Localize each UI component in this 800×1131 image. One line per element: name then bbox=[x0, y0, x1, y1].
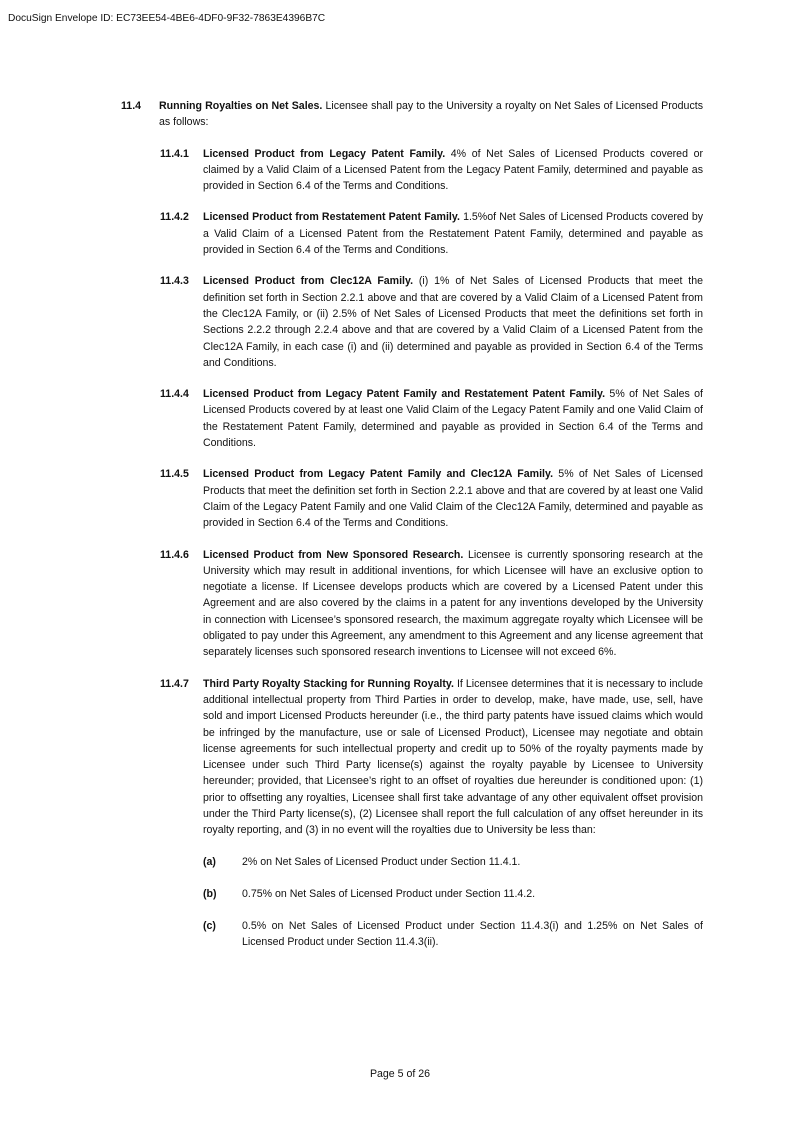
list-item-b bbox=[203, 886, 703, 902]
subsection-number: 11.4.7 bbox=[160, 677, 189, 690]
subsection-11-4-6 bbox=[160, 547, 703, 661]
subsection-text: 5% of Net Sales of Licensed Products that meet the definition set forth in Section 2.2.1 above and that are covered by at least one Valid Claim of the Legacy Patent Family and one Valid Claim of the Clec12A Family, determined and payable as provided in Section 6.4 of the Terms and Conditions. bbox=[203, 468, 703, 530]
list-item-c bbox=[203, 918, 703, 951]
list-item-text: 0.75% on Net Sales of Licensed Product under Section 11.4.2. bbox=[242, 887, 536, 900]
docusign-envelope-id: DocuSign Envelope ID: EC73EE54-4BE6-4DF0-9F32-7863E4396B7C bbox=[8, 13, 326, 24]
page-number: Page 5 of 26 bbox=[369, 1068, 431, 1080]
subsection-heading: Third Party Royalty Stacking for Running Royalty. bbox=[203, 677, 454, 690]
subsection-11-4-3 bbox=[160, 273, 703, 371]
subsection-text: If Licensee determines that it is necessary to include additional intellectual property from Third Parties in order to develop, make, have made, use, sell, have sold and import Licensed Products hereunder (i.e., the third party patents have issued claims which would be infringed by the manufacture, use or sale of Licensed Product), Licensee may negotiate and obtain license agreements for such intellectual property and credit up to 50% of the royalty payments made by Licensee under such Third Party license(s) against the royalty payable by Licensee to University hereunder; provided, that Licensee’s right to an offset of royalties due hereunder is conditioned upon: (1) prior to offsetting any royalties, Licensee shall first take advantage of any other equivalent offset provision under the Third Party license(s), (2) Licensee shall report the full calculation of any offset hereunder in its royalty reporting, and (3) in no event will the royalties due to University be less than: bbox=[203, 677, 703, 837]
list-item-label: (a) bbox=[203, 855, 216, 868]
subsection-text: 5% of Net Sales of Licensed Products covered by at least one Valid Claim of the Legacy Patent Family and one Valid Claim of the Restatement Patent Family, determined and payable as provided in Section 6.4 of the Terms and Conditions. bbox=[203, 388, 703, 450]
list-item-label: (b) bbox=[203, 887, 217, 900]
subsection-number: 11.4.4 bbox=[160, 388, 189, 401]
subsection-text: (i) 1% of Net Sales of Licensed Products that meet the definition set forth in Section 2.2.1 above and that are covered by a Valid Claim of a Licensed Patent from the Clec12A Family, or (ii) 2.5% of Net Sales of Licensed Products that meet the definitions set forth in Sections 2.2.2 through 2.2.4 above and that are covered by a Valid Claim of a Licensed Patent from the Clec12A Family, in each case (i) and (ii) determined and payable as provided in Section 6.4 of the Terms and Conditions. bbox=[203, 275, 703, 369]
subsection-heading: Licensed Product from New Sponsored Research. bbox=[203, 548, 464, 561]
subsection-text: Licensee is currently sponsoring research at the University which may result in additional inventions, for which Licensee will have an exclusive option to negotiate a license. If Licensee develops products which are covered by a Licensed Patent under this Agreement and are also covered by the claims in a patent for any inventions developed by the University in connection with Licensee’s sponsored research, the maximum aggregate royalty which Licensee will be obligated to pay under this Agreement, any amendment to this Agreement and any license agreement that separately licenses such sponsored research inventions to Licensee will not exceed 6%. bbox=[203, 548, 703, 659]
subsection-heading: Licensed Product from Legacy Patent Family and Restatement Patent Family. bbox=[203, 388, 606, 401]
subsection-number: 11.4.5 bbox=[160, 468, 189, 481]
subsection-11-4-5 bbox=[160, 466, 703, 531]
list-item-text: 0.5% on Net Sales of Licensed Product under Section 11.4.3(i) and 1.25% on Net Sales of Licensed Product under Section 11.4.3(ii). bbox=[242, 920, 703, 949]
subsection-11-4-2 bbox=[160, 209, 703, 258]
section-11-4 bbox=[121, 98, 703, 131]
subsection-number: 11.4.1 bbox=[160, 147, 189, 160]
section-heading: Running Royalties on Net Sales. bbox=[159, 100, 323, 112]
subsection-heading: Licensed Product from Legacy Patent Family and Clec12A Family. bbox=[203, 468, 554, 481]
subsection-heading: Licensed Product from Clec12A Family. bbox=[203, 275, 414, 288]
subsection-11-4-7 bbox=[160, 676, 703, 839]
subsection-11-4-4 bbox=[160, 386, 703, 451]
list-item-a bbox=[203, 854, 703, 870]
subsection-text: 1.5%of Net Sales of Licensed Products covered by a Valid Claim of a Licensed Patent from the Restatement Patent Family, determined and payable as provided in Section 6.4 of the Terms and Conditions. bbox=[203, 211, 704, 257]
list-item-text: 2% on Net Sales of Licensed Product under Section 11.4.1. bbox=[242, 855, 521, 868]
document-body bbox=[121, 98, 703, 967]
section-text: Licensee shall pay to the University a royalty on Net Sales of Licensed Products as follows: bbox=[159, 100, 703, 129]
subsection-number: 11.4.2 bbox=[160, 211, 189, 224]
subsection-heading: Licensed Product from Restatement Patent Family. bbox=[203, 211, 460, 224]
subsection-heading: Licensed Product from Legacy Patent Family. bbox=[203, 147, 446, 160]
subsection-number: 11.4.6 bbox=[160, 548, 189, 561]
subsection-11-4-1 bbox=[160, 146, 703, 195]
subsection-text: 4% of Net Sales of Licensed Products covered or claimed by a Valid Claim of a Licensed Patent from the Legacy Patent Family, determined and payable as provided in Section 6.4 of the Terms and Conditions. bbox=[203, 147, 703, 193]
list-item-label: (c) bbox=[203, 920, 216, 933]
subsection-number: 11.4.3 bbox=[160, 275, 189, 288]
section-number: 11.4 bbox=[121, 100, 142, 112]
